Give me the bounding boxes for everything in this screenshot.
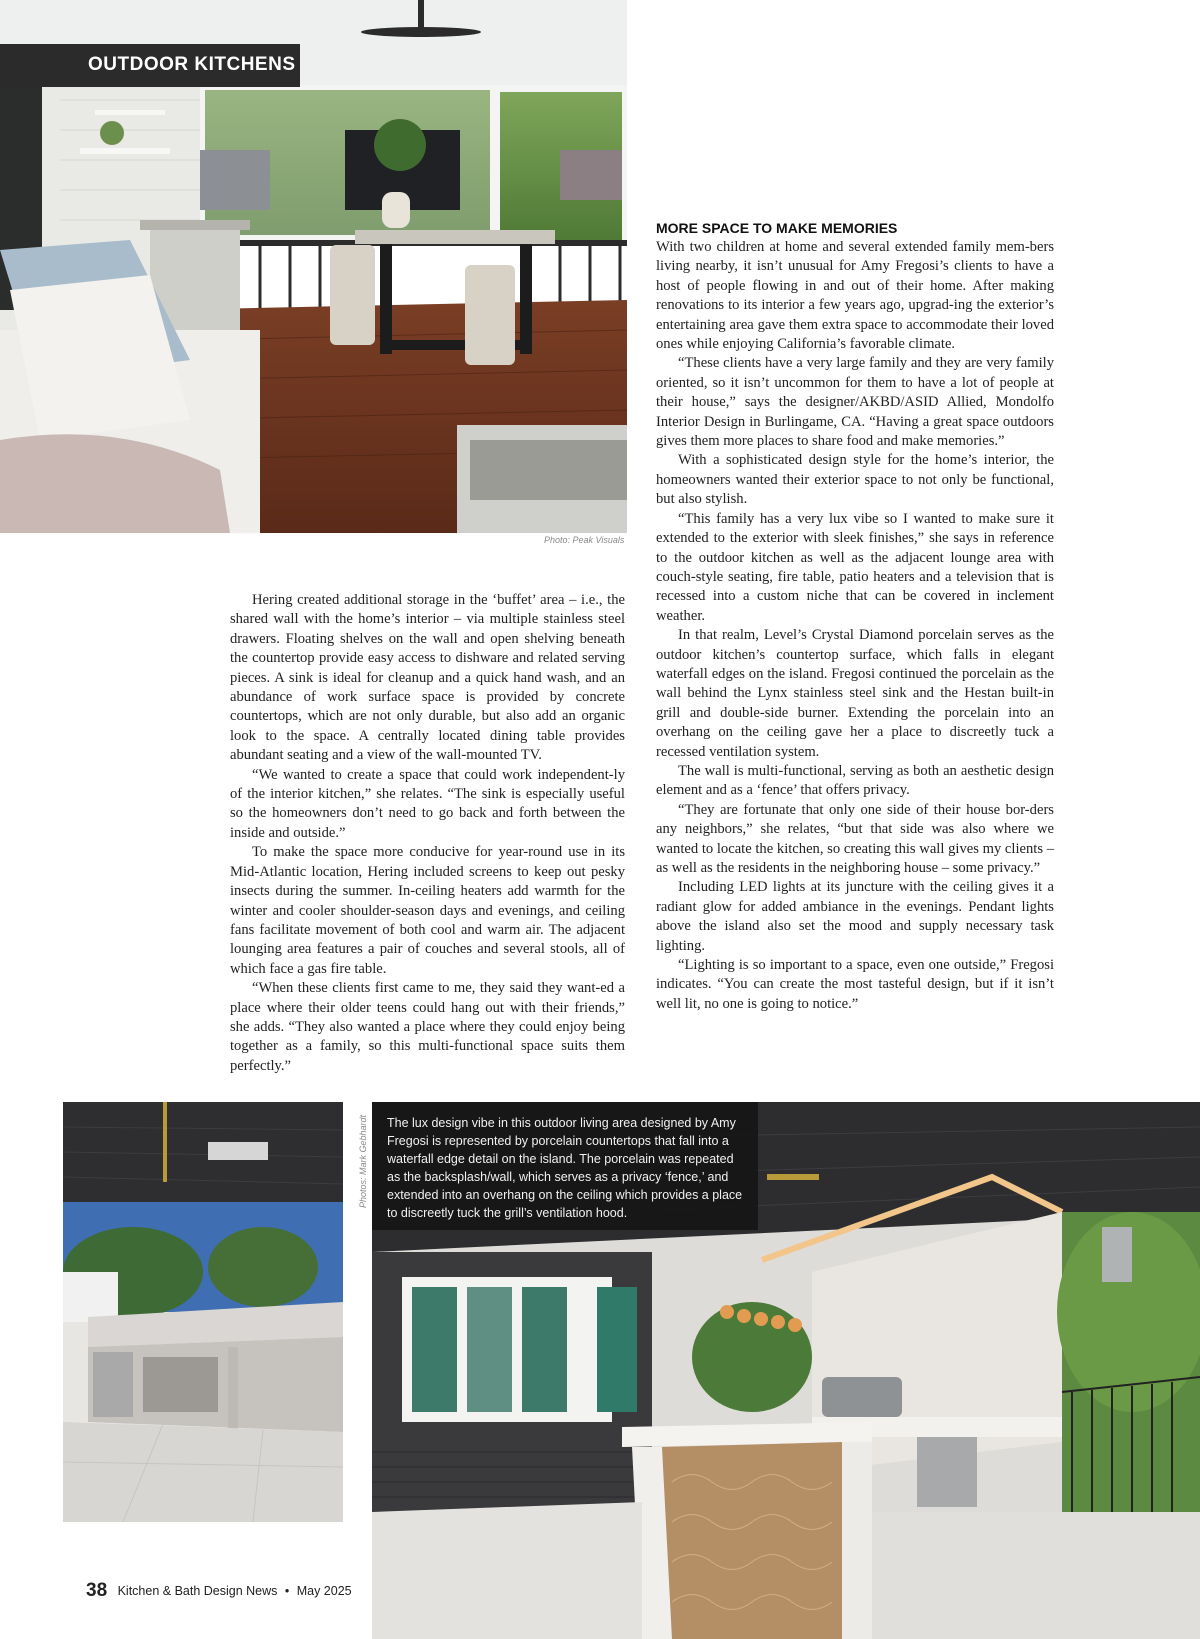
page-folio xyxy=(86,1580,352,1602)
right-paragraph: The wall is multi-functional, serving as both an aesthetic design element and as a ‘fence’ that offers privacy. xyxy=(656,762,1054,799)
page-number: 38 xyxy=(86,1580,108,1601)
left-paragraph: To make the space more conducive for year-round use in its Mid-Atlantic location, Hering included screens to keep out pesky insects during the summer. In-ceiling heaters add warmth for the winter and cooler shoulder-season days and evenings, and ceiling fans facilitate movement of both cool and warm air. The adjacent lounging area features a pair of couches and several stools, all of which face a gas fire table. xyxy=(230,844,625,977)
right-paragraph: “This family has a very lux vibe so I wanted to make sure it extended to the exterior with sleek finishes,” she says in reference to the outdoor kitchen as well as the adjacent lounge area with couch-style seating, fire table, patio heaters and a television that is recessed into a custom niche that can be covered in inclement weather. xyxy=(656,510,1054,624)
article-right-column xyxy=(656,219,1054,1014)
right-paragraph: Including LED lights at its juncture with the ceiling gives it a radiant glow for added ambiance in the evenings. Pendant lights above the island also set the mood and supply necessary task lighting. xyxy=(656,879,1054,954)
photo-caption-box xyxy=(372,1102,758,1230)
bottom-left-photo-island xyxy=(63,1102,343,1522)
top-photo-credit: Photo: Peak Visuals xyxy=(544,535,625,545)
right-paragraph: In that realm, Level’s Crystal Diamond porcelain serves as the outdoor kitchen’s countertop surface, which falls in elegant waterfall edges on the island. Fregosi continued the porcelain as the wall behind the Lynx stainless steel sink and the Hestan built-in grill and double-side burner. Extending the porcelain into an overhang on the ceiling gave her a place to discreetly tuck a recessed ventilation system. xyxy=(656,627,1054,760)
publication-name: Kitchen & Bath Design News xyxy=(117,1584,278,1598)
right-paragraph: “Lighting is so important to a space, even one outside,” Fregosi indicates. “You can create the most tasteful design, but if it isn’t well lit, no one is going to notice.” xyxy=(656,957,1054,1012)
issue-date: May 2025 xyxy=(296,1584,352,1598)
section-heading: MORE SPACE TO MAKE MEMORIES xyxy=(656,220,898,236)
left-paragraph: “When these clients first came to me, they said they want-ed a place where their older teens could hang out with their friends,” she adds. “They also wanted a place where they could enjoy being together as a family, so this multi-functional space suits them perfectly.” xyxy=(230,980,625,1074)
left-paragraph: Hering created additional storage in the ‘buffet’ area – i.e., the shared wall with the home’s interior – via multiple stainless steel drawers. Floating shelves on the wall and open shelving beneath the countertop provide easy access to dishware and related serving pieces. A sink is ideal for cleanup and a quick hand wash, and an abundance of work surface space is provided by concrete countertops, which are not only durable, but also add an organic look to the space. A centrally located dining table provides abundant seating and a view of the wall-mounted TV. xyxy=(230,592,625,764)
section-label: OUTDOOR KITCHENS xyxy=(88,54,296,75)
bottom-photos-credit: Photos: Mark Gebhardt xyxy=(358,1114,368,1208)
right-paragraph: “They are fortunate that only one side of their house bor-ders any neighbors,” she relates, “but that side was also where we wanted to locate the kitchen, so creating this wall gives my clients – as well as the residents in the neighboring house – some privacy.” xyxy=(656,801,1054,876)
photo-caption: The lux design vibe in this outdoor living area designed by Amy Fregosi is represented by porcelain countertops that fall into a waterfall edge detail on the island. The porcelain was repeated as the backsplash/wall, which serves as a privacy ‘fence,’ and extended into an overhang on the ceiling which provides a place to discreetly tuck the grill’s ventilation hood. xyxy=(387,1116,743,1220)
section-label-banner xyxy=(0,44,300,87)
bottom-photos-credit-vertical xyxy=(352,1105,368,1208)
right-paragraph: “These clients have a very large family and they are very family oriented, so it isn’t uncommon for them to have a lot of people at their house,” says the designer/AKBD/ASID Allied, Mondolfo Interior Design in Burlingame, CA. “Having a great space outdoors gives them more places to share food and make memories.” xyxy=(656,355,1054,450)
right-paragraph: With two children at home and several extended family mem-bers living nearby, it isn’t unusual for Amy Fregosi’s clients to have a host of people flowing in and out of their home. After making renovations to its interior a few years ago, upgrad-ing the exterior’s entertaining area gave them extra space to accommodate their loved ones while enjoying California’s favorable climate. xyxy=(656,239,1054,353)
left-paragraph: “We wanted to create a space that could work independent-ly of the interior kitchen,” she relates. “The sink is especially useful so the homeowners don’t need to go back and forth between the inside and outside.” xyxy=(230,766,625,841)
article-left-column xyxy=(230,591,625,1076)
folio-separator: • xyxy=(284,1584,290,1598)
right-paragraph: With a sophisticated design style for the home’s interior, the homeowners wanted their exterior space to not only be functional, but also stylish. xyxy=(656,452,1054,508)
